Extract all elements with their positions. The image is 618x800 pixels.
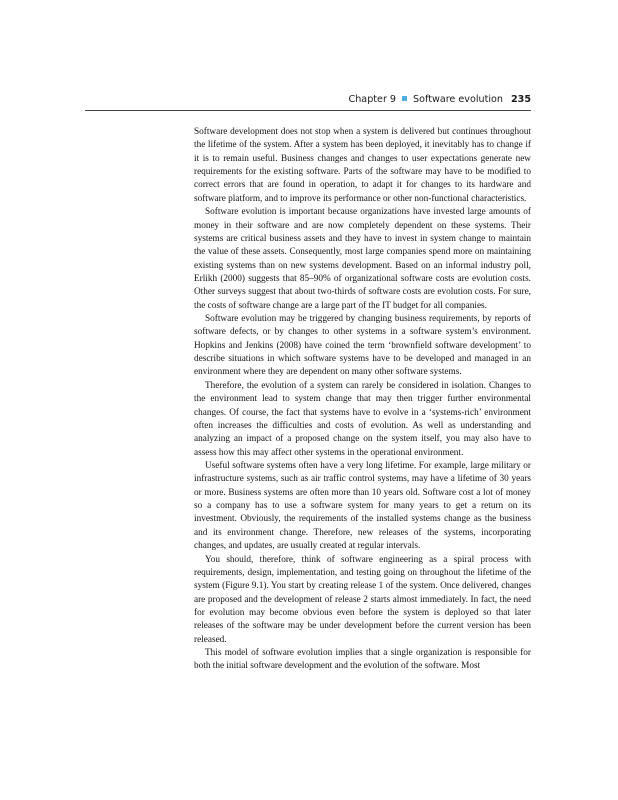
paragraph-6: You should, therefore, think of software engineering as a spiral process with requirements, design, implementation, and testing going on throughout the lifetime of the system (Figure 9.1). You start by creating release 1 of the system. Once delivered, changes are proposed and the development of release 2 starts almost immediately. In fact, the need for evolution may become obvious even before the system is deployed so that later releases of the software may be under development before the current version has been released. [194,554,531,645]
paragraph-4: Therefore, the evolution of a system can rarely be considered in isolation. Changes to the environment lead to system change that may then trigger further environmental changes. Of course, the fact that systems have to evolve in a ‘systems-rich’ environment often increases the difficulties and costs of evolution. As well as understanding and analyzing an impact of a proposed change on the system itself, you may also have to assess how this may affect other systems in the operational environment. [194,380,531,458]
header-rule [85,110,531,111]
paragraph-7: This model of software evolution implies that a single organization is responsible for both the initial software development and the evolution of the software. Most [194,648,531,672]
running-header [0,94,531,105]
paragraph-2: Software evolution is important because organizations have invested large amounts of money in their software and are now completely dependent on these systems. Their systems are critical business assets and they have to invest in system change to maintain the value of these assets. Consequently, most large companies spend more on maintaining existing systems than on new systems development. Based on an informal industry poll, Erlikh (2000) suggests that 85–90% of organizational software costs are evolution costs. Other surveys suggest that about two-thirds of software costs are evolution costs. For sure, the costs of software change are a large part of the IT budget for all companies. [194,207,531,311]
page-number: 235 [510,94,531,105]
section-title: Software evolution [413,94,503,105]
paragraph-1: Software development does not stop when a system is delivered but continues throughout the lifetime of the system. After a system has been deployed, it inevitably has to change if it is to remain useful. Business changes and changes to user expectations generate new requirements for the existing software. Parts of the software may have to be modified to correct errors that are found in operation, to adapt it for changes to its hardware and software platform, and to improve its performance or other non-functional characteristics. [194,127,531,204]
paragraph-3: Software evolution may be triggered by changing business requirements, by reports of software defects, or by changes to other systems in a software system’s environment. Hopkins and Jenkins (2008) have coined the term ‘brownfield software development’ to describe situations in which software systems have to be developed and managed in an environment where they are dependent on many other software systems. [194,314,531,378]
square-bullet-icon [402,96,407,101]
paragraph-5: Useful software systems often have a very long lifetime. For example, large military or infrastructure systems, such as air traffic control systems, may have a lifetime of 30 years or more. Business systems are often more than 10 years old. Software cost a lot of money so a company has to use a software system for many years to get a return on its investment. Obviously, the requirements of the installed systems change as the business and its environment change. Therefore, new releases of the systems, incorporating changes, and updates, are usually created at regular intervals. [194,460,531,552]
chapter-label: Chapter 9 [348,94,397,105]
body-text [194,126,531,674]
